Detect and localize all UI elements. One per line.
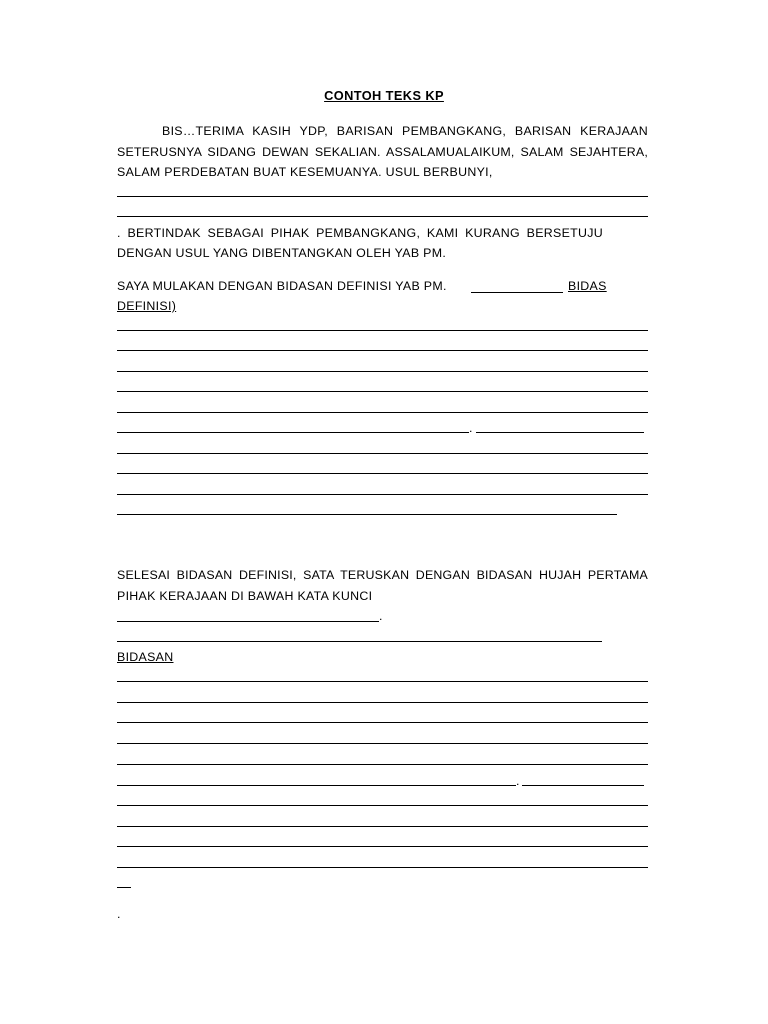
blank-line bbox=[117, 196, 648, 197]
para2-line1: . BERTINDAK SEBAGAI PIHAK PEMBANGKANG, KAMI KURANG BERSETUJU bbox=[117, 226, 603, 240]
para2-line2: DENGAN USUL YANG DIBENTANGKAN OLEH YAB PM. bbox=[117, 246, 447, 260]
blank-line bbox=[117, 641, 602, 642]
blank-line bbox=[117, 473, 648, 474]
blank-line-part bbox=[522, 785, 644, 786]
para3-line1: SAYA MULAKAN DENGAN BIDASAN DEFINISI YAB PM. bbox=[117, 279, 447, 293]
definisi-underlined: DEFINISI) bbox=[117, 299, 177, 313]
blank-line bbox=[117, 453, 648, 454]
final-dot: . bbox=[117, 907, 121, 921]
blank-line bbox=[117, 391, 648, 392]
document-title: CONTOH TEKS KP bbox=[324, 88, 444, 103]
blank-line bbox=[117, 216, 648, 217]
blank-line bbox=[117, 330, 648, 331]
bidasan-label: BIDASAN bbox=[117, 650, 174, 664]
inline-dot: . bbox=[469, 421, 473, 435]
blank-line bbox=[117, 764, 648, 765]
blank-line bbox=[117, 371, 648, 372]
blank-line bbox=[117, 350, 648, 351]
blank-line bbox=[117, 681, 648, 682]
blank-short bbox=[471, 292, 563, 293]
blank-line bbox=[117, 743, 648, 744]
blank-line-part bbox=[476, 432, 644, 433]
blank-line bbox=[117, 805, 648, 806]
inline-dot: . bbox=[516, 774, 520, 788]
para1-line2: SETERUSNYA SIDANG DEWAN SEKALIAN. ASSALAMUALAIKUM, SALAM SEJAHTERA, bbox=[117, 145, 648, 159]
blank-line bbox=[117, 412, 648, 413]
blank-keyword bbox=[117, 621, 379, 622]
blank-line bbox=[117, 722, 648, 723]
blank-line-short bbox=[117, 887, 131, 888]
para1-line1: BIS…TERIMA KASIH YDP, BARISAN PEMBANGKANG, BARISAN KERAJAAN bbox=[162, 124, 648, 138]
para4-line1: SELESAI BIDASAN DEFINISI, SATA TERUSKAN DENGAN BIDASAN HUJAH PERTAMA bbox=[117, 568, 648, 582]
bidas-underlined: BIDAS bbox=[568, 279, 607, 293]
blank-line bbox=[117, 494, 648, 495]
blank-line-part bbox=[117, 432, 469, 433]
para1-line3: SALAM PERDEBATAN BUAT KESEMUANYA. USUL BERBUNYI, bbox=[117, 165, 493, 179]
para4-line2: PIHAK KERAJAAN DI BAWAH KATA KUNCI bbox=[117, 589, 373, 603]
blank-line bbox=[117, 702, 648, 703]
blank-line bbox=[117, 826, 648, 827]
blank-line bbox=[117, 514, 617, 515]
keyword-dot: . bbox=[379, 609, 383, 623]
blank-line bbox=[117, 846, 648, 847]
blank-line bbox=[117, 867, 648, 868]
blank-line-part bbox=[117, 785, 516, 786]
